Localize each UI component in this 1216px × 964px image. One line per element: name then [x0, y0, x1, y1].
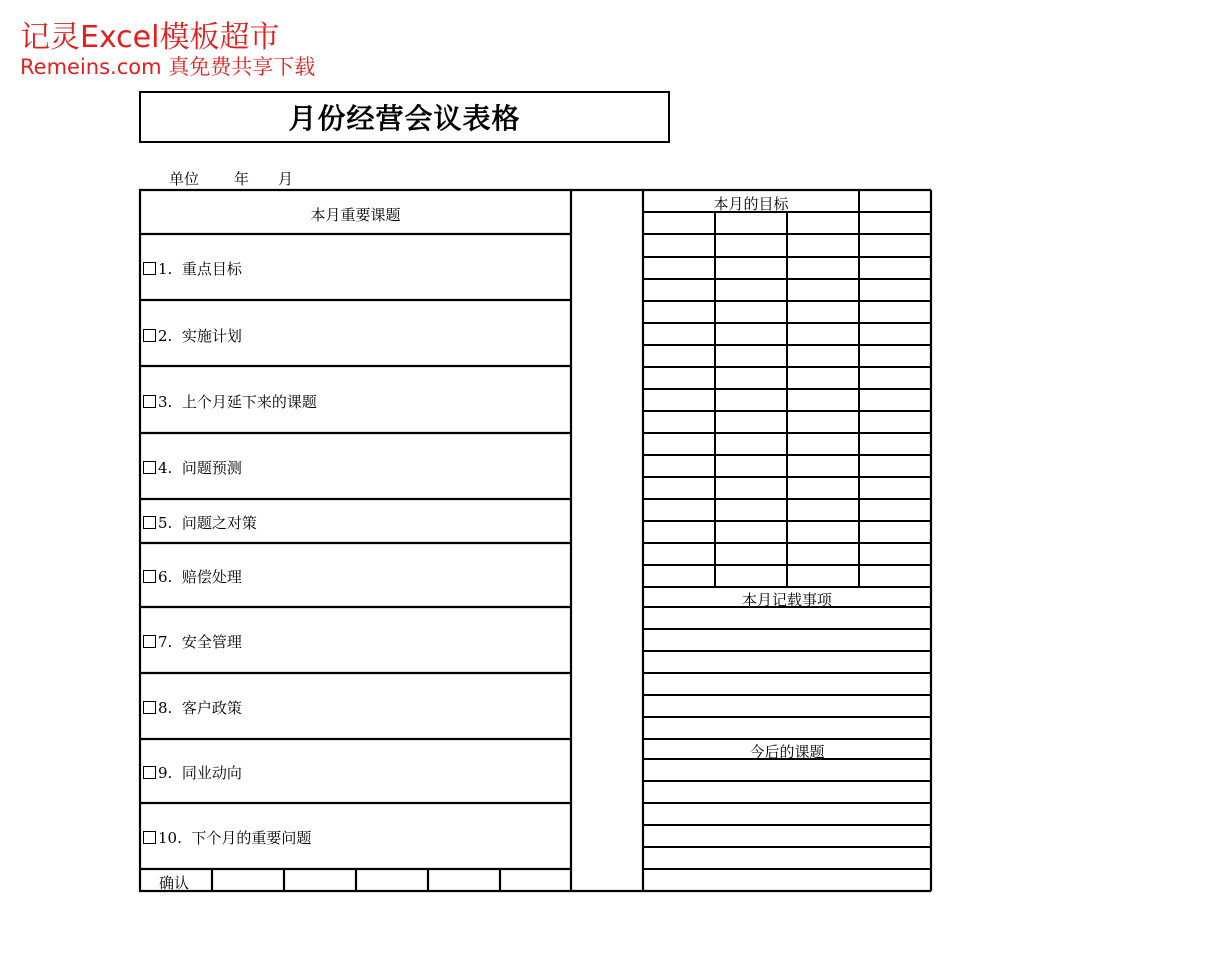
list-item: 9. 同业动向 [143, 762, 242, 783]
month-label: 月 [278, 170, 294, 188]
checkbox-icon[interactable] [143, 570, 156, 583]
checkbox-icon[interactable] [143, 329, 156, 342]
year-label: 年 [234, 170, 250, 188]
checkbox-icon[interactable] [143, 701, 156, 714]
list-item: 4. 问题预测 [143, 457, 242, 478]
watermark-title: 记灵Excel模板超市 [20, 20, 280, 55]
checkbox-icon[interactable] [143, 395, 156, 408]
future-topics-heading: 今后的课题 [749, 743, 825, 761]
list-item: 6. 赔偿处理 [143, 566, 242, 587]
checkbox-icon[interactable] [143, 516, 156, 529]
list-item: 1. 重点目标 [143, 258, 242, 279]
checkbox-icon[interactable] [143, 262, 156, 275]
list-item: 3. 上个月延下来的课题 [143, 391, 317, 412]
list-item: 7. 安全管理 [143, 631, 242, 652]
left-panel-heading: 本月重要课题 [310, 206, 401, 224]
checkbox-icon[interactable] [143, 766, 156, 779]
page-title: 月份经营会议表格 [139, 91, 670, 143]
list-item: 2. 实施计划 [143, 325, 242, 346]
checkbox-icon[interactable] [143, 461, 156, 474]
list-item: 10. 下个月的重要问题 [143, 827, 311, 848]
watermark-subtitle: Remeins.com 真免费共享下载 [20, 55, 316, 79]
records-heading: 本月记载事项 [741, 591, 832, 609]
checkbox-icon[interactable] [143, 635, 156, 648]
goals-heading: 本月的目标 [713, 195, 789, 213]
list-item: 5. 问题之对策 [143, 512, 257, 533]
checkbox-icon[interactable] [143, 831, 156, 844]
confirm-label: 确认 [159, 874, 190, 892]
unit-label: 单位 [169, 170, 200, 188]
list-item: 8. 客户政策 [143, 697, 242, 718]
